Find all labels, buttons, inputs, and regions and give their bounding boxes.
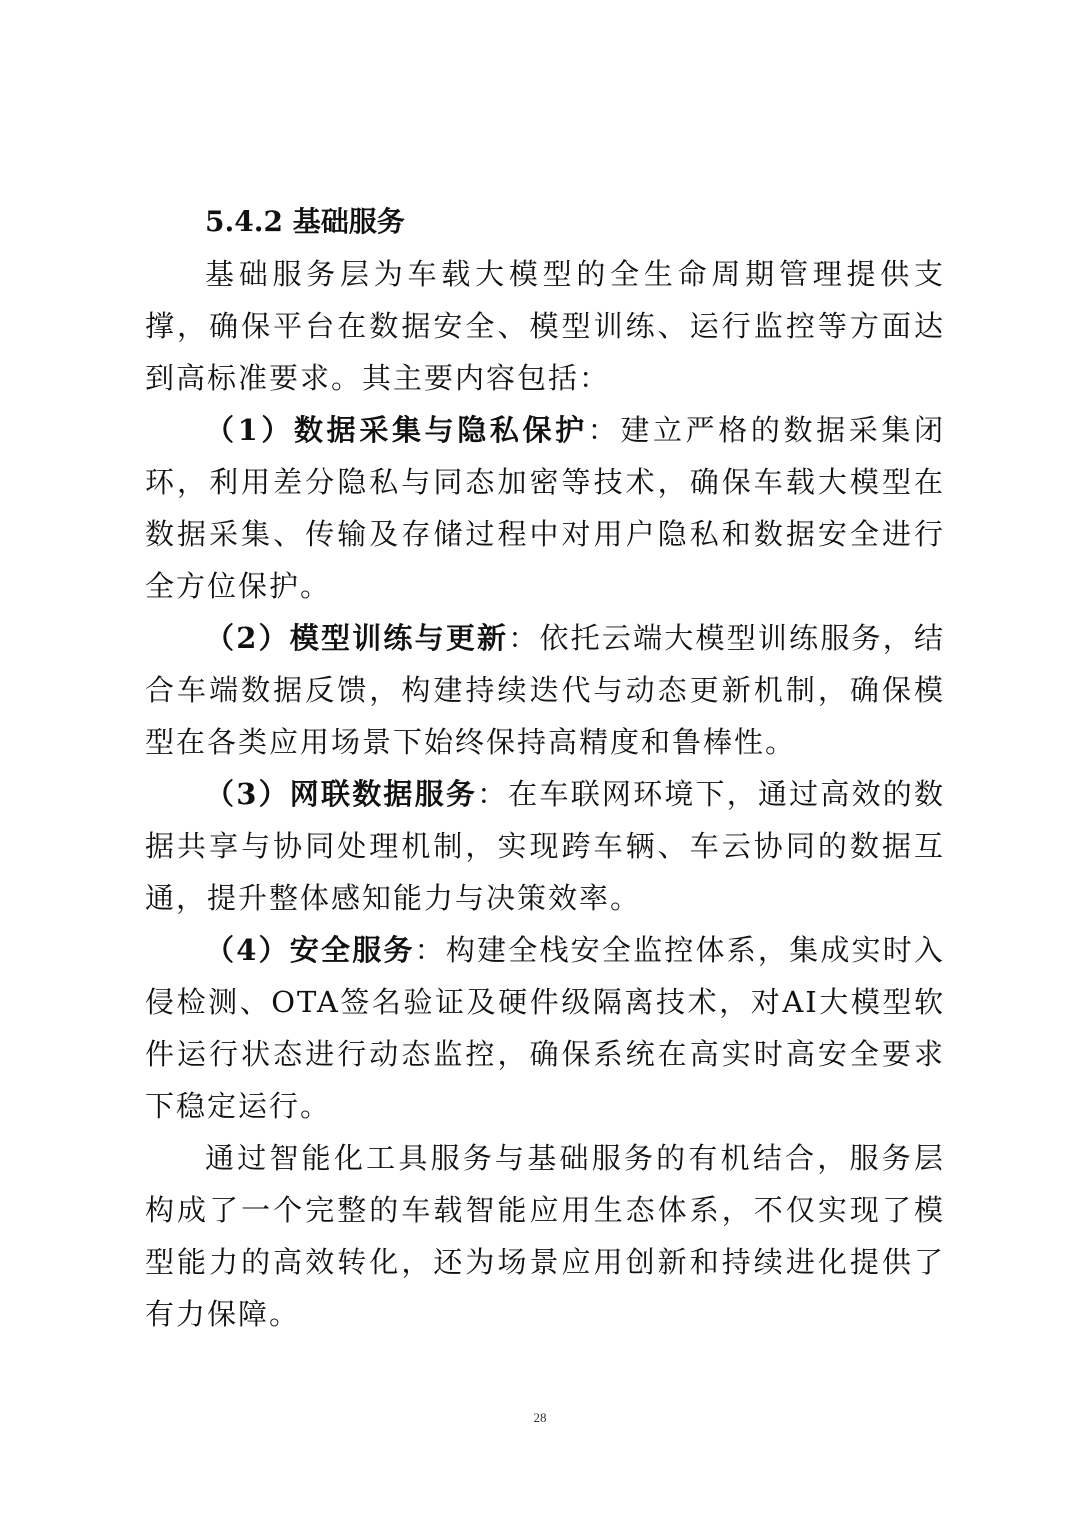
item-text-1: ：建立严格的数据采集闭环，利用差分隐私与同态加密等技术，确保车载大模型在数据采集、传输及存储过程中对用户隐私和数据安全进行全方位保护。 — [145, 413, 945, 603]
item-paragraph-4 — [145, 924, 945, 1132]
item-paragraph-2 — [145, 612, 945, 768]
page-content — [145, 196, 945, 1340]
intro-paragraph: 基础服务层为车载大模型的全生命周期管理提供支撑，确保平台在数据安全、模型训练、运行监控等方面达到高标准要求。其主要内容包括： — [145, 257, 945, 395]
item-label-1: （1）数据采集与隐私保护 — [205, 413, 588, 447]
item-text-4: ：构建全栈安全监控体系，集成实时入侵检测、OTA签名验证及硬件级隔离技术，对AI大模型软件运行状态进行动态监控，确保系统在高实时高安全要求下稳定运行。 — [145, 933, 945, 1123]
item-paragraph-3 — [145, 768, 945, 924]
page-number: 28 — [533, 1410, 547, 1425]
item-paragraph-1 — [145, 404, 945, 612]
item-text-2: ：依托云端大模型训练服务，结合车端数据反馈，构建持续迭代与动态更新机制，确保模型在各类应用场景下始终保持高精度和鲁棒性。 — [145, 621, 945, 759]
item-label-2: （2）模型训练与更新 — [205, 621, 509, 655]
item-label-4: （4）安全服务 — [205, 933, 415, 967]
item-label-3: （3）网联数据服务 — [205, 777, 478, 811]
section-heading: 5.4.2 基础服务 — [205, 205, 405, 238]
conclusion-paragraph: 通过智能化工具服务与基础服务的有机结合，服务层构成了一个完整的车载智能应用生态体系，不仅实现了模型能力的高效转化，还为场景应用创新和持续进化提供了有力保障。 — [145, 1141, 945, 1331]
item-text-3: ：在车联网环境下，通过高效的数据共享与协同处理机制，实现跨车辆、车云协同的数据互通，提升整体感知能力与决策效率。 — [145, 777, 945, 915]
